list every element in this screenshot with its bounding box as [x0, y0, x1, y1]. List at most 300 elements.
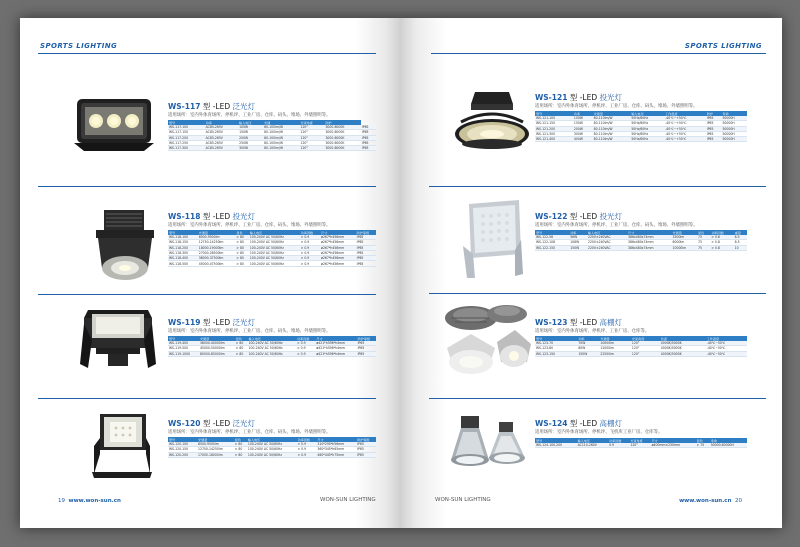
table-cell: 12750-14250lm [197, 447, 234, 452]
table-cell: AC85-265V [205, 135, 239, 140]
table-cell: IP65 [356, 250, 376, 255]
table-cell: 8500-9500lm [197, 442, 234, 447]
table-cell: 4000K/5000K [660, 346, 706, 351]
column-header: 光通量 [198, 230, 236, 235]
table-cell: 80-110lm/W [593, 137, 631, 142]
table-cell: > 80 [235, 256, 248, 261]
table-cell: > 0.9 [300, 240, 320, 245]
column-header: 防护 [706, 111, 722, 116]
table-cell: 120° [300, 140, 325, 145]
highbay-ws124-image [447, 412, 533, 478]
spec-table [535, 230, 747, 251]
table-cell: 18000-19000lm [198, 245, 236, 250]
table-cell: > 0.8 [710, 235, 733, 240]
table-cell: > 80 [235, 235, 248, 240]
table-cell: WS-124-100-200 [535, 443, 577, 448]
page-footer [58, 498, 121, 504]
table-cell: -40℃~+50℃ [664, 137, 706, 142]
table-cell: WS-118-300 [168, 250, 198, 255]
projector-ws122-image [459, 196, 529, 282]
product-title: WS-122 型 -LED 投光灯 [535, 212, 623, 221]
table-cell: IP65 [706, 121, 722, 126]
product-usage: 适用场所：室内外体育场所、停机坪、工业厂房、仓库、码头、堆场、外墙照明等。 [535, 104, 698, 109]
table-row [168, 351, 376, 356]
product-usage: 适用场所：室内外体育场所、停机坪、工业厂房、仓库、码头、堆场、外墙照明等。 [168, 223, 331, 228]
table-cell: 80000-85000lm [199, 351, 235, 356]
column-header: 显色 [235, 230, 248, 235]
table-cell: WS-121-200 [535, 126, 573, 131]
table-cell: IP65 [356, 447, 376, 452]
column-header: 重量 [734, 230, 747, 235]
table-cell: 120° [300, 135, 325, 140]
product-title: WS-124 型 -LED 高棚灯 [535, 419, 623, 428]
table-cell: > 0.9 [296, 341, 315, 346]
table-cell: IP65 [361, 140, 376, 145]
website-link[interactable]: www.won-sun.cn [679, 498, 732, 504]
table-cell: 100-240V AC 50/60Hz [249, 240, 300, 245]
table-cell: 45000-50000lm [199, 346, 235, 351]
table-cell: IP65 [357, 346, 376, 351]
column-header: 光束角度 [629, 438, 650, 443]
table-cell: 120° [631, 341, 660, 346]
table-cell: IP65 [706, 131, 722, 136]
table-cell: 50Hz/60Hz [630, 137, 664, 142]
table-cell: 6000lm [672, 240, 698, 245]
table-cell: > 0.8 [710, 240, 733, 245]
table-cell: WS-120-150 [168, 447, 197, 452]
table-cell: WS-122-150 [535, 245, 569, 250]
table-cell: 220V±240VAC [587, 245, 627, 250]
column-header: 光束角度 [300, 120, 325, 125]
table-cell: 12000lm [599, 346, 631, 351]
table-row [168, 146, 376, 151]
table-cell: > 0.9 [300, 261, 320, 266]
table-cell: > 0.9 [297, 447, 317, 452]
table-cell: 4000K/5000K [660, 341, 706, 346]
table-cell: WS-122-56 [535, 235, 569, 240]
table-cell: 250W [238, 140, 263, 145]
floodlight-ws119-image [78, 304, 158, 376]
column-header: 功率 [573, 111, 593, 116]
table-cell: AC110-260V [577, 443, 608, 448]
table-cell: 80-100lm/W [263, 125, 299, 130]
table-cell: 120° [629, 443, 650, 448]
column-header: 功率 [577, 336, 599, 341]
page-footer [679, 498, 742, 504]
table-cell: 400W [573, 137, 593, 142]
table-cell: 220V±240VAC [587, 240, 627, 245]
section-divider [429, 293, 766, 294]
table-cell: 75 [697, 240, 710, 245]
section-divider [38, 186, 376, 187]
table-cell: WS-119-400 [168, 341, 199, 346]
table-cell: WS-119-1000 [168, 351, 199, 356]
table-cell: 50Hz/60Hz [630, 116, 664, 121]
table-cell: WS-120-200 [168, 452, 197, 457]
table-cell: 80-110lm/W [593, 121, 631, 126]
column-header: 光通量 [593, 111, 631, 116]
table-cell: > 0.9 [296, 346, 315, 351]
column-header: 防护等级 [356, 437, 376, 442]
table-cell: 27000-28500lm [198, 250, 236, 255]
table-cell: 220V±240VAC [587, 235, 627, 240]
table-cell: 50000H [721, 126, 747, 131]
table-cell: 120° [300, 125, 325, 130]
table-cell: AC85-265V [205, 146, 239, 151]
column-header: 型号 [535, 336, 577, 341]
column-header: 显色 [234, 437, 247, 442]
table-cell: 80-110lm/W [593, 126, 631, 131]
table-cell: 100-240V AC 50/60Hz [249, 250, 300, 255]
table-cell: 300W [238, 146, 263, 151]
table-cell: 75 [697, 235, 710, 240]
table-cell: 200W [238, 135, 263, 140]
table-cell: IP65 [706, 116, 722, 121]
table-cell: > 80 [235, 245, 248, 250]
table-cell: IP65 [361, 130, 376, 135]
column-header: 输入电压 [248, 336, 297, 341]
column-header: 显色 [697, 230, 710, 235]
column-header: 功率因数 [297, 437, 317, 442]
table-cell: WS-117-100 [168, 125, 205, 130]
column-header: 工作温度 [706, 336, 747, 341]
table-cell: 386x480x74mm [627, 240, 672, 245]
table-cell: 12750-14250lm [198, 240, 236, 245]
section-divider [429, 398, 766, 399]
catalog-spread [20, 18, 782, 528]
column-header: 型号 [535, 230, 569, 235]
column-header: 功率因数 [300, 230, 320, 235]
table-cell: 150W [238, 130, 263, 135]
column-header: 显色 [696, 438, 710, 443]
column-header: 功率因数 [710, 230, 733, 235]
product-usage: 适用场所：室内外体育场所、停机坪、工业厂房、仓库、码头、堆场、外墙照明等。 [168, 329, 331, 334]
table-cell: 3000-6000K [324, 140, 360, 145]
table-cell: -40℃~50℃ [706, 341, 747, 346]
column-header: 寿命 [710, 438, 747, 443]
table-cell: 100-240V AC 50/60Hz [248, 351, 297, 356]
floodlight-ws120-image [86, 410, 156, 486]
table-cell: > 0.9 [297, 442, 317, 447]
table-cell: > 0.9 [300, 235, 320, 240]
table-row [168, 346, 376, 351]
product-title: WS-117 型 -LED 泛光灯 [168, 102, 256, 111]
table-cell: 8500-9500lm [198, 235, 236, 240]
table-cell: 50000H [721, 137, 747, 142]
table-cell: > 0.9 [296, 351, 315, 356]
table-cell: WS-121-300 [535, 131, 573, 136]
column-header: 输入电压 [630, 111, 664, 116]
column-header: 工作温度 [664, 111, 706, 116]
table-cell: 460*445*h75mm [316, 452, 356, 457]
column-header: 输入电压 [247, 437, 297, 442]
spec-table [168, 230, 376, 267]
table-row [535, 137, 747, 142]
table-cell: 3000-6000K [324, 130, 360, 135]
table-cell: IP65 [357, 351, 376, 356]
table-cell: AC85-265V [205, 130, 239, 135]
table-cell: WS-123-150 [535, 351, 577, 356]
table-cell: > 0.9 [300, 250, 320, 255]
column-header: 尺寸 [316, 437, 356, 442]
column-header: 功率 [205, 120, 239, 125]
spec-table [535, 336, 747, 357]
column-header: 光通量 [197, 437, 234, 442]
table-cell: 100-240V AC 50/60Hz [247, 447, 297, 452]
table-cell: ø267*h456mm [320, 250, 356, 255]
table-cell: 8.5 [734, 240, 747, 245]
column-header: 光通量 [599, 336, 631, 341]
table-cell: 3000-6000K [324, 135, 360, 140]
page-header-brand: SPORTS LIGHTING [40, 42, 118, 50]
table-cell: 80-100lm/W [263, 135, 299, 140]
spec-table [168, 120, 376, 151]
column-header: 型号 [168, 336, 199, 341]
highbay-ws121-image [451, 88, 533, 172]
table-cell: IP65 [361, 135, 376, 140]
table-cell: WS-118-150 [168, 240, 198, 245]
table-cell: -40℃~+50℃ [664, 116, 706, 121]
table-cell: 120° [631, 351, 660, 356]
table-cell: > 0.8 [710, 245, 733, 250]
table-cell: WS-118-400 [168, 256, 198, 261]
product-title: WS-120 型 -LED 泛光灯 [168, 419, 256, 428]
table-cell: 80-100lm/W [263, 146, 299, 151]
table-cell: -40℃~50℃ [706, 351, 747, 356]
table-cell: 50000H [721, 121, 747, 126]
company-name: WON-SUN LIGHTING [320, 497, 376, 503]
table-cell: 100W [238, 125, 263, 130]
table-cell: 80W [577, 346, 599, 351]
product-usage: 适用场所：室内外体育场所、停机坪、工业厂房、仓库、码头、堆场、外墙照明等。 [168, 113, 331, 118]
table-cell: ø421*h396*h4mm [315, 351, 356, 356]
table-cell: ø267*h456mm [320, 240, 356, 245]
table-cell: 100W [573, 116, 593, 121]
table-cell: IP65 [356, 256, 376, 261]
header-rule [431, 53, 766, 54]
table-cell: WS-122-108 [535, 240, 569, 245]
table-cell: IP65 [361, 146, 376, 151]
page-header-brand: SPORTS LIGHTING [684, 42, 762, 50]
table-cell: 50Hz/60Hz [630, 131, 664, 136]
table-cell: WS-117-250 [168, 140, 205, 145]
table-cell: 120° [631, 346, 660, 351]
table-cell: WS-117-200 [168, 135, 205, 140]
table-cell: > 80 [235, 250, 248, 255]
table-cell: 3000-6000K [324, 146, 360, 151]
table-row [535, 351, 747, 356]
table-cell: 150W [569, 245, 587, 250]
product-title: WS-123 型 -LED 高棚灯 [535, 318, 623, 327]
company-name: WON-SUN LIGHTING [435, 497, 491, 503]
column-header: 防护等级 [357, 336, 376, 341]
table-cell: WS-121-400 [535, 137, 573, 142]
table-cell: ø267*h456mm [320, 261, 356, 266]
column-header: 功率因数 [296, 336, 315, 341]
column-header: 光通量 [199, 336, 235, 341]
column-header: 型号 [168, 230, 198, 235]
table-cell: 10 [734, 245, 747, 250]
table-cell: 50000H [721, 131, 747, 136]
table-cell: 300W [573, 131, 593, 136]
table-cell: 100-240V AC 50/60Hz [247, 452, 297, 457]
column-header: 型号 [168, 437, 197, 442]
table-cell: ø421*h396*h4mm [315, 346, 356, 351]
table-cell: WS-123-80 [535, 346, 577, 351]
column-header: 光束角度 [631, 336, 660, 341]
table-cell: > 80 [234, 442, 247, 447]
table-cell: 56W [569, 235, 587, 240]
table-cell: 100-240V AC 50/60Hz [249, 256, 300, 261]
table-cell: IP65 [356, 442, 376, 447]
table-cell: IP65 [356, 245, 376, 250]
table-cell: 100-240V AC 50/60Hz [249, 245, 300, 250]
table-cell: 50000H [721, 116, 747, 121]
table-cell: -40℃~+50℃ [664, 131, 706, 136]
table-cell: 50Hz/60Hz [630, 121, 664, 126]
table-cell: > 75 [696, 443, 710, 448]
table-cell: > 80 [235, 240, 248, 245]
table-cell: 36000-37500lm [198, 256, 236, 261]
table-cell: IP65 [706, 126, 722, 131]
table-cell: WS-121-100 [535, 116, 573, 121]
table-row [168, 341, 376, 346]
spec-table [168, 336, 376, 357]
table-cell: > 0.9 [297, 452, 317, 457]
table-cell: 36000-40000lm [199, 341, 235, 346]
table-cell: WS-117-300 [168, 146, 205, 151]
spec-table [168, 437, 376, 458]
table-cell: 200W [573, 126, 593, 131]
product-usage: 适用场所：室内外体育场所、停机坪、工业厂房、仓库、码头、堆场、外墙照明等。 [535, 223, 698, 228]
column-header: 输入电压 [249, 230, 300, 235]
column-header: 尺寸 [651, 438, 696, 443]
table-cell: 80-100lm/W [263, 130, 299, 135]
table-cell: 50Hz/60Hz [630, 126, 664, 131]
table-row [535, 245, 747, 250]
table-cell: > 80 [235, 341, 248, 346]
table-cell: WS-117-150 [168, 130, 205, 135]
right-page [401, 18, 782, 528]
floodlight-ws117-image [72, 93, 156, 155]
column-header: 显色 [235, 336, 248, 341]
table-row [168, 452, 376, 457]
table-cell: 10000lm [672, 245, 698, 250]
product-usage: 适用场所：室内外体育场所、停机坪、飞机库工业厂房、仓库等。 [535, 430, 663, 435]
table-cell: 150W [577, 351, 599, 356]
table-cell: > 80 [234, 447, 247, 452]
page-number: 20 [735, 498, 742, 504]
table-cell: -40℃~+50℃ [664, 121, 706, 126]
table-cell: IP65 [357, 341, 376, 346]
table-cell: -40℃~50℃ [706, 346, 747, 351]
table-cell: WS-119-500 [168, 346, 199, 351]
table-cell: WS-123-70 [535, 341, 577, 346]
table-cell: 120° [300, 130, 325, 135]
column-header: 色温 [660, 336, 706, 341]
product-usage: 适用场所：室内外体育场所、停机坪、工业厂房、仓库等。 [535, 329, 650, 334]
table-cell: > 80 [235, 261, 248, 266]
table-cell: IP65 [356, 235, 376, 240]
table-cell: 108W [569, 240, 587, 245]
column-header: 型号 [168, 120, 205, 125]
column-header: 尺寸 [320, 230, 356, 235]
table-cell: 80-100lm/W [263, 140, 299, 145]
table-cell: ø267*h456mm [320, 245, 356, 250]
table-cell: WS-118-100 [168, 235, 198, 240]
column-header: 型号 [535, 111, 573, 116]
left-page [20, 18, 401, 528]
table-cell: ø267*h456mm [320, 235, 356, 240]
column-header: 输入电压 [577, 438, 608, 443]
table-cell: 45000-47500lm [198, 261, 236, 266]
column-header: 寿命 [721, 111, 747, 116]
table-cell: WS-121-150 [535, 121, 573, 126]
table-cell: 100-240V AC 50/60Hz [249, 261, 300, 266]
column-header: 功率 [569, 230, 587, 235]
table-cell: 17000-18000lm [197, 452, 234, 457]
table-cell: WS-118-500 [168, 261, 198, 266]
column-header: 光通 [263, 120, 299, 125]
table-cell: IP65 [356, 452, 376, 457]
table-cell: -40℃~+50℃ [664, 126, 706, 131]
section-divider [38, 398, 376, 399]
product-title: WS-118 型 -LED 投光灯 [168, 212, 256, 221]
table-cell: 4000K/5000K [660, 351, 706, 356]
table-cell: 10000lm [599, 341, 631, 346]
table-cell: 0.9 [608, 443, 629, 448]
table-cell: 3000-6000K [324, 125, 360, 130]
table-cell: > 80 [234, 452, 247, 457]
column-header: 功率因数 [608, 438, 629, 443]
column-header: 防护 [324, 120, 360, 125]
table-cell: AC85-265V [205, 125, 239, 130]
table-cell: 80-110lm/W [593, 116, 631, 121]
highbay-ws123-image [441, 300, 533, 382]
column-header: 尺寸 [315, 336, 356, 341]
table-cell: > 80 [235, 351, 248, 356]
spec-table [535, 111, 747, 142]
table-cell: ø400mm×230mm [651, 443, 696, 448]
table-cell: IP65 [356, 261, 376, 266]
projector-ws118-image [92, 206, 158, 288]
column-header: 防护等级 [356, 230, 376, 235]
table-cell: 50000-60000H [710, 443, 747, 448]
product-title: WS-121 型 -LED 投光灯 [535, 93, 623, 102]
table-cell: 100-240V AC 50/60Hz [248, 346, 297, 351]
column-header: 型号 [535, 438, 577, 443]
table-cell: 100-240V AC 50/60Hz [248, 341, 297, 346]
table-cell: ø267*h456mm [320, 256, 356, 261]
table-cell: IP65 [361, 125, 376, 130]
table-cell: WS-118-200 [168, 245, 198, 250]
table-row [168, 261, 376, 266]
table-cell: WS-120-100 [168, 442, 197, 447]
table-cell: 80-110lm/W [593, 131, 631, 136]
website-link[interactable]: www.won-sun.cn [68, 498, 121, 504]
section-divider [429, 186, 766, 187]
table-cell: IP65 [706, 137, 722, 142]
table-cell: 386x480x74mm [627, 245, 672, 250]
table-cell: IP65 [356, 240, 376, 245]
table-cell: > 0.9 [300, 245, 320, 250]
table-cell: 120° [300, 146, 325, 151]
page-number: 19 [58, 498, 65, 504]
spec-table [535, 438, 747, 448]
table-cell: ø421*h396*h4mm [315, 341, 356, 346]
table-cell: > 0.9 [300, 256, 320, 261]
column-header: 光通量 [672, 230, 698, 235]
